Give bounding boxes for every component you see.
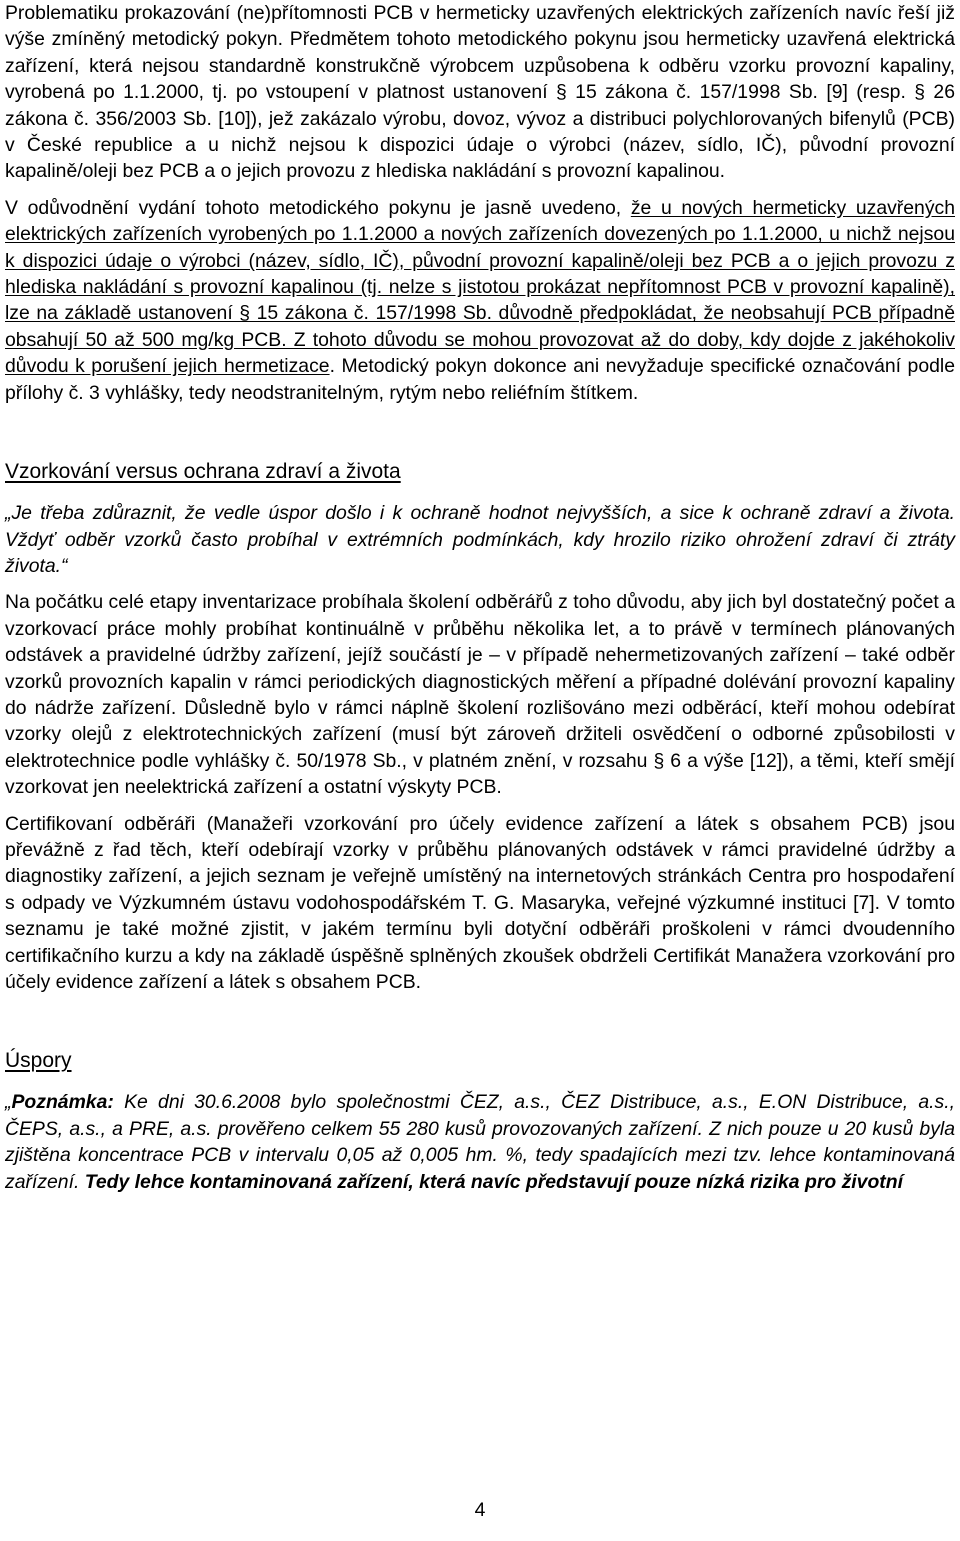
note-open-quote: „ [5,1091,12,1114]
section-heading-sampling: Vzorkování versus ochrana zdraví a života [5,460,401,484]
note-label: Poznámka: [11,1091,114,1114]
justification-underlined: že u nových hermeticky uzavřených elektrických zařízeních vyrobených po 1.1.2000 a nových zařízeních dovezených po 1.1.2000, u nichž nejsou k dispozici údaje o výrobci (název, sídlo, IČ), původní provozní kapalině/oleji bez PCB a o jejich provozu z hlediska nakládání s provozní kapalinou (tj. nelze s jistotou prokázat nepřítomnost PCB v provozní kapalině), lze na základě ustanovení § 15 zákona č. 157/1998 Sb. důvodně předpokládat, že neobsahují PCB případně obsahují 50 až 500 mg/kg PCB. Z tohoto důvodu se mohou provozovat až do doby, kdy dojde z jakéhokoliv důvodu k porušení jejich hermetizace [5,196,956,378]
paragraph-certified-samplers: Certifikovaní odběráři (Manažeři vzorkování pro účely evidence zařízení a látek s obsahem PCB) jsou převážně z řad těch, kteří odebírají vzorky v průběhu plánovaných odstávek v rámci pravidelné údržby a diagnostiky zařízení, a jejich seznam je veřejně umístěný na internetových stránkách Centra pro hospodaření s odpady ve Výzkumném ústavu vodohospodářském T. G. Masaryka, veřejné výzkumné instituci [7]. V tomto seznamu je také možné zjistit, v jakém termínu byli dotyční odběráři proškoleni v rámci dvoudenního certifikačního kurzu a kdy na základě úspěšně splněných zkoušek obdrželi Certifikát Manažera vzorkování pro účely evidence zařízení a látek s obsahem PCB. [5,812,955,993]
note-text: Ke dni 30.6.2008 bylo společnostmi ČEZ, a.s., ČEZ Distribuce, a.s., E.ON Distribuce, a.s., ČEPS, a.s., a PRE, a.s. prověřeno celkem 55 280 kusů provozovaných zařízení. Z nich pouze u 20 kusů byla zjištěna koncentrace PCB v intervalu 0,05 až 0,005 hm. %, tedy spadajících mezi tzv. lehce kontaminovaná zařízení. [5,1091,955,1193]
paragraph-training: Na počátku celé etapy inventarizace probíhala školení odběrářů z toho důvodu, aby jich byl dostatečný počet a vzorkovací práce mohly probíhat kontinuálně v průběhu několika let, a to právě v termínech plánovaných odstávek a pravidelné údržby zařízení, jejíž součástí je – v případě nehermetizovaných zařízení – také odběr vzorků provozních kapalin v rámci periodických diagnostických měření a případné dolévání provozní kapaliny do nádrže zařízení. Důsledně bylo v rámci náplně školení rozlišováno mezi odběrácí, kteří mohou odebírat vzorky olejů z elektrotechnických zařízení (musí být zároveň držiteli osvědčení o odborné způsobilosti v elektrotechnice podle vyhlášky č. 50/1978 Sb., v platném znění, v rozsahu § 6 a výše [12]), a těmi, kteří smějí vzorkovat jen neelektrická zařízení a ostatní výskyty PCB. [5,591,955,799]
paragraph-justification [5,195,955,406]
paragraph-pcb-methodology: Problematiku prokazování (ne)přítomnosti PCB v hermeticky uzavřených elektrických zařízeních navíc řeší již výše zmíněný metodický pokyn. Předmětem tohoto metodického pokynu jsou hermeticky uzavřená elektrická zařízení, která nejsou standardně konstrukčně výrobcem uzpůsobena k odběru vzorku provozní kapaliny, vyrobená po 1.1.2000, tj. po vstoupení v platnost ustanovení § 15 zákona č. 157/1998 Sb. [9] (resp. § 26 zákona č. 356/2003 Sb. [10]), jež zakázalo výrobu, dovoz, vývoz a distribuci polychlorovaných bifenylů (PCB) v České republice a u nichž nejsou k dispozici údaje o výrobci (název, sídlo, IČ), původní provozní kapalině/oleji bez PCB a o jejich provozu z hlediska nakládání s provozní kapalinou. [5,2,955,183]
section-heading-savings: Úspory [5,1049,72,1073]
note-bold-conclusion: Tedy lehce kontaminovaná zařízení, která navíc představují pouze nízká rizika pro životní [84,1170,903,1193]
page-number: 4 [474,1499,486,1521]
note-paragraph [5,1089,955,1195]
document-page [5,0,955,1195]
justification-intro: V odůvodnění vydání tohoto metodického pokynu je jasně uvedeno, [5,196,631,219]
justification-tail: . Metodický pokyn dokonce ani nevyžaduje specifické označování podle přílohy č. 3 vyhlášky, tedy neodstranitelným, rytým nebo reliéfním štítkem. [5,355,955,404]
quote-health: „Je třeba zdůraznit, že vedle úspor došlo i k ochraně hodnot nejvyšších, a sice k ochraně zdraví a života. Vždyť odběr vzorků často probíhal v extrémních podmínkách, kdy hrozilo riziko ohrožení zdraví či ztráty života.“ [5,502,955,577]
